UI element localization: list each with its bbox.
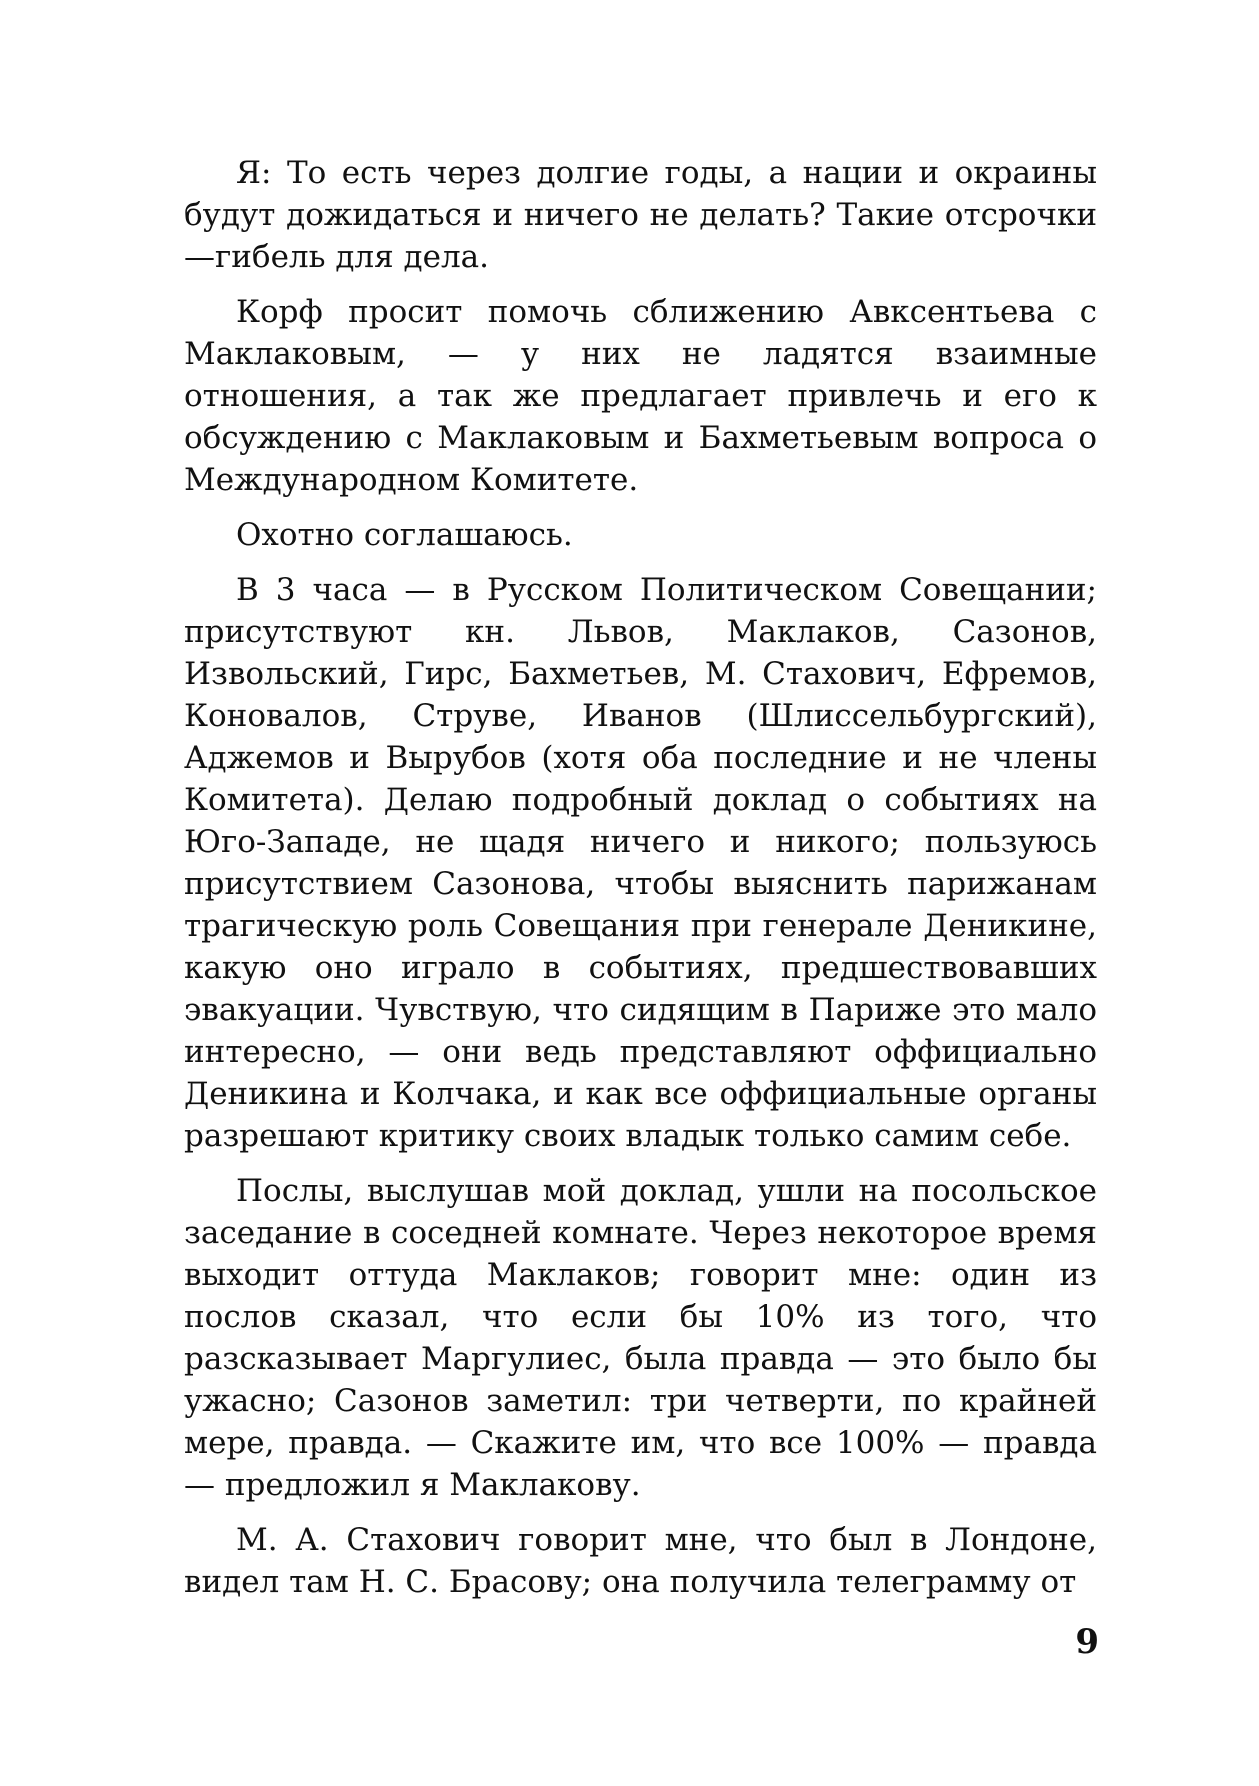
paragraph-dialogue: Я: То есть через долгие годы, а нации и окраины будут дожидаться и ничего не делать? Такие отсрочки —гибель для дела. — [184, 155, 1097, 275]
paragraph-meeting: В 3 часа — в Русском Политическом Совещании; присутствуют кн. Львов, Маклаков, Сазонов, Извольский, Гирс, Бахметьев, М. Стахович, Ефремов, Коновалов, Струве, Иванов (Шлиссельбургский), Аджемов и Вырубов (хотя оба последние и не члены Комитета). Делаю подробный доклад о событиях на Юго-Западе, не щадя ничего и никого; пользуюсь присутствием Сазонова, чтобы выяснить парижанам трагическую роль Совещания при генерале Деникине, какую оно играло в событиях, предшествовавших эвакуации. Чувствую, что сидящим в Париже это мало интересно, — они ведь представляют оффициально Деникина и Колчака, и как все оффициальные органы разрешают критику своих владык только самим себе. — [184, 572, 1097, 1154]
paragraph-stakhovich: М. А. Стахович говорит мне, что был в Лондоне, видел там Н. С. Брасову; она получила телеграмму от — [184, 1522, 1097, 1600]
body-text — [184, 152, 1097, 1616]
paragraph-agree: Охотно соглашаюсь. — [236, 517, 573, 553]
page-number: 9 — [1075, 1622, 1099, 1662]
paragraph-ambassadors: Послы, выслушав мой доклад, ушли на посольское заседание в соседней комнате. Через некоторое время выходит оттуда Маклаков; говорит мне: один из послов сказал, что если бы 10% из того, что разсказывает Маргулиес, была правда — это было бы ужасно; Сазонов заметил: три четверти, по крайней мере, правда. — Скажите им, что все 100% — правда — предложил я Маклакову. — [184, 1173, 1097, 1503]
paragraph-korf: Корф просит помочь сближению Авксентьева с Маклаковым, — у них не ладятся взаимные отношения, а так же предлагает привлечь и его к обсуждению с Маклаковым и Бахметьевым вопроса о Международном Комитете. — [184, 294, 1097, 498]
